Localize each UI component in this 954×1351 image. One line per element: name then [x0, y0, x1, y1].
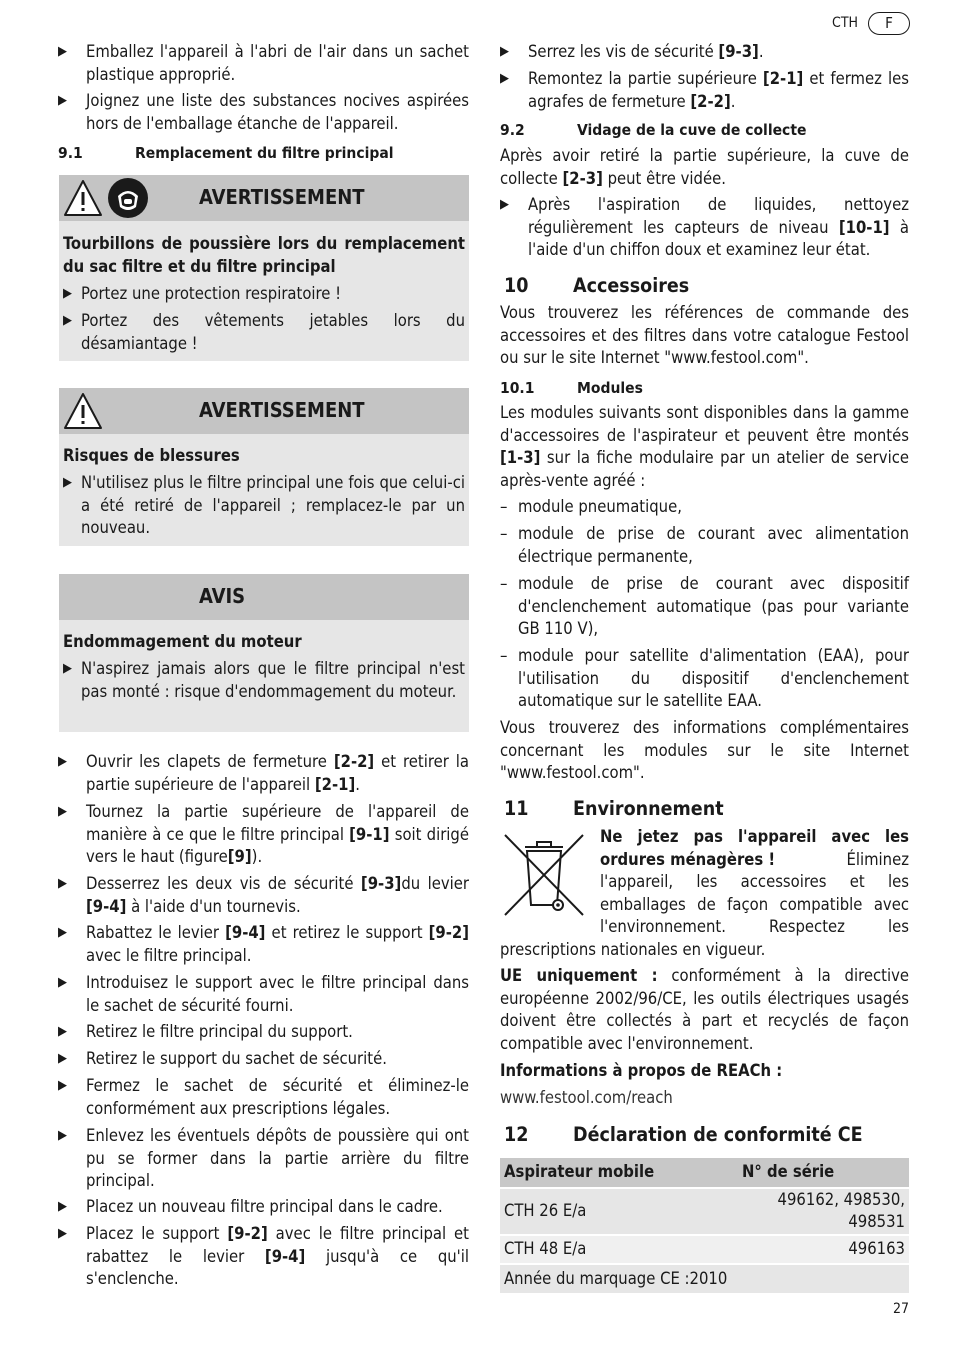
step-item: ▶ Placez un nouveau filtre principal dans le cadre. [58, 1196, 469, 1219]
paragraph: Vous trouverez des informations complémentaires concernant les modules sur le site Internet "www.festool.com". [500, 718, 909, 782]
bullet-triangle-icon: ▶ [58, 975, 67, 990]
bullet-triangle-icon: ▶ [63, 661, 72, 676]
bullet-triangle-icon: ▶ [58, 1078, 67, 1093]
list-item: – module pneumatique, [500, 497, 682, 516]
bullet-triangle-icon: ▶ [58, 754, 67, 769]
bullet-triangle-icon: ▶ [58, 1226, 67, 1241]
bullet-triangle-icon: ▶ [58, 804, 67, 819]
step-item: ▶ Fermez le sachet de sécurité et éliminez-le conformément aux prescriptions légales. [58, 1075, 469, 1120]
step-item: ▶ Placez le support [9-2] avec le filtre principal et rabattez le levier [9-4] jusqu'à ce qu'il s'enclenche. [58, 1223, 469, 1291]
table-header: N° de série [742, 1158, 909, 1188]
list-item: – module de prise de courant avec dispositif d'enclenchement automatique (pas pour variante GB 110 V), [500, 574, 909, 638]
step-item: ▶ Rabattez le levier [9-4] et retirez le support [9-2] avec le filtre principal. [58, 922, 469, 967]
bullet-triangle-icon: ▶ [63, 286, 72, 301]
table-header-row [500, 1158, 909, 1188]
section-heading-9-1: 9.1 Remplacement du filtre principal [58, 144, 394, 162]
bullet-triangle-icon: ▶ [500, 71, 509, 86]
warning-heading: Tourbillons de poussière lors du remplacement du sac filtre et du filtre principal [63, 234, 465, 276]
bullet-triangle-icon: ▶ [58, 876, 67, 891]
bullet-triangle-icon: ▶ [500, 44, 509, 59]
table-cell: 496162, 498530, 498531 [742, 1188, 909, 1235]
table-row [500, 1264, 909, 1294]
paragraph: UE uniquement : conformément à la directive européenne 2002/96/CE, les outils électriques usagés doivent être collectés à part et recyclés de façon compatible avec l'environnement. [500, 966, 909, 1053]
list-item: ▶ N'utilisez plus le filtre principal une fois que celui-ci a été retiré de l'appareil ; remplacez-le par un nouveau. [63, 472, 465, 540]
section-heading-12: 12 Déclaration de conformité CE [504, 1123, 863, 1146]
bullet-triangle-icon: ▶ [58, 1024, 67, 1039]
table-cell: 496163 [742, 1235, 909, 1265]
list-item: – module de prise de courant avec alimentation électrique permanente, [500, 524, 909, 566]
warning-triangle-icon [63, 178, 103, 218]
list-item: – module pour satellite d'alimentation (EAA), pour l'utilisation du dispositif d'enclenchement automatique sur le satellite EAA. [500, 646, 909, 710]
language-badge: F [868, 12, 910, 35]
warning-box-injury [59, 388, 469, 546]
step-item: ▶ Remontez la partie supérieure [2-1] et fermez les agrafes de fermeture [2-2]. [500, 68, 909, 113]
table-row [500, 1188, 909, 1235]
bullet-triangle-icon: ▶ [58, 925, 67, 940]
step-item: ▶ Serrez les vis de sécurité [9-3]. [500, 41, 909, 64]
step-item: ▶ Retirez le support du sachet de sécurité. [58, 1048, 469, 1071]
reach-link[interactable]: www.festool.com/reach [500, 1088, 673, 1107]
table-cell: Année du marquage CE :2010 [500, 1264, 909, 1294]
step-item: ▶ Introduisez le support avec le filtre principal dans le sachet de sécurité fourni. [58, 972, 469, 1017]
table-row [500, 1235, 909, 1265]
notice-title: AVIS [199, 584, 246, 608]
reach-heading: Informations à propos de REACh : [500, 1061, 783, 1080]
step-item: ▶ Enlevez les éventuels dépôts de poussière qui ont pu se former dans la partie arrière du filtre principal. [58, 1125, 469, 1193]
warning-triangle-icon [63, 391, 103, 431]
warning-box-dust [59, 175, 469, 361]
step-item: ▶ Retirez le filtre principal du support. [58, 1021, 469, 1044]
step-item: ▶ Ouvrir les clapets de fermeture [2-2] et retirer la partie supérieure de l'appareil [2-1]. [58, 751, 469, 796]
warning-title: AVERTISSEMENT [199, 398, 365, 422]
list-item: ▶ N'aspirez jamais alors que le filtre principal n'est pas monté : risque d'endommagement du moteur. [63, 658, 465, 703]
page-number: 27 [892, 1301, 909, 1317]
table-header: Aspirateur mobile [500, 1158, 742, 1188]
paragraph: Après avoir retiré la partie supérieure, la cuve de collecte [2-3] peut être vidée. [500, 146, 909, 188]
bullet-triangle-icon: ▶ [58, 44, 67, 59]
environment-text-body: Éliminez l'appareil, les accessoires et les emballages de façon compatible avec l'environnement. Respectez les prescriptions nationales en vigueur. [500, 849, 910, 959]
environment-text: Ne jetez pas l'appareil avec les ordures ménagères ! [600, 827, 909, 869]
section-heading-11: 11 Environnement [504, 797, 724, 820]
bullet-triangle-icon: ▶ [63, 475, 72, 490]
bullet-triangle-icon: ▶ [58, 1199, 67, 1214]
respirator-mask-icon [107, 177, 149, 219]
conformity-table [500, 1158, 909, 1295]
paragraph: Les modules suivants sont disponibles dans la gamme d'accessoires de l'aspirateur et peuvent être montés [1-3] sur la fiche modulaire par un atelier de service après-vente agréé : [500, 403, 909, 490]
warning-title: AVERTISSEMENT [199, 185, 365, 209]
notice-heading: Endommagement du moteur [63, 632, 302, 651]
product-code: CTH [832, 15, 858, 32]
list-item: ▶ Portez des vêtements jetables lors du désamiantage ! [63, 310, 465, 355]
page-header [832, 12, 910, 35]
bullet-triangle-icon: ▶ [500, 197, 509, 212]
table-cell: CTH 48 E/a [500, 1235, 742, 1265]
list-item: ▶ Joignez une liste des substances nocives aspirées hors de l'emballage étanche de l'appareil. [58, 90, 469, 135]
step-item: ▶ Desserrez les deux vis de sécurité [9-3]du levier [9-4] à l'aide d'un tournevis. [58, 873, 469, 918]
warning-heading: Risques de blessures [63, 446, 240, 465]
list-item: ▶ Portez une protection respiratoire ! [63, 283, 465, 306]
paragraph: Vous trouverez les références de commande des accessoires et des filtres dans votre catalogue Festool ou sur le site Internet "www.festool.com". [500, 303, 909, 367]
table-cell: CTH 26 E/a [500, 1188, 742, 1235]
section-heading-10-1: 10.1 Modules [500, 379, 643, 397]
bullet-triangle-icon: ▶ [58, 1051, 67, 1066]
step-item: ▶ Tournez la partie supérieure de l'appareil de manière à ce que le filtre principal [9-1] soit dirigé vers le haut (figure[9]). [58, 801, 469, 869]
section-heading-10: 10 Accessoires [504, 274, 690, 297]
step-item: ▶ Après l'aspiration de liquides, nettoyez régulièrement les capteurs de niveau [10-1] à l'aide d'un chiffon doux et examinez leur état. [500, 194, 909, 262]
bullet-triangle-icon: ▶ [58, 1128, 67, 1143]
section-heading-9-2: 9.2 Vidage de la cuve de collecte [500, 121, 807, 139]
bullet-triangle-icon: ▶ [63, 313, 72, 328]
bullet-triangle-icon: ▶ [58, 93, 67, 108]
notice-box-motor [59, 574, 469, 732]
list-item: ▶ Emballez l'appareil à l'abri de l'air dans un sachet plastique approprié. [58, 41, 469, 86]
